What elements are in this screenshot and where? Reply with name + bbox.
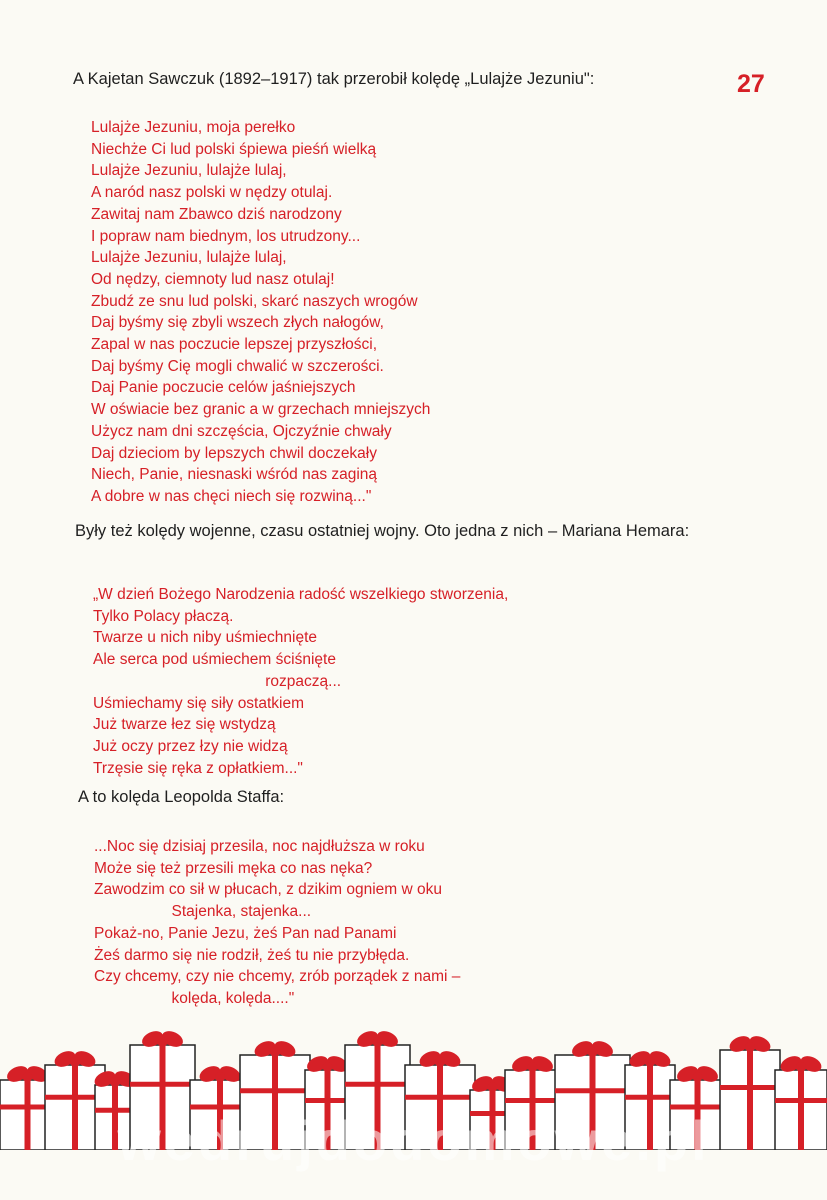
- verse-line: Daj byśmy Cię mogli chwalić w szczerości.: [91, 357, 384, 375]
- verse-line: Daj Panie poczucie celów jaśniejszych: [91, 379, 356, 397]
- verse-line: A naród nasz polski w nędzy otulaj.: [91, 184, 333, 202]
- verse-line: Niechże Ci lud polski śpiewa pieśń wielką: [91, 140, 377, 158]
- verse-line: kolęda, kolęda....": [94, 989, 295, 1007]
- verse-line: Czy chcemy, czy nie chcemy, zrób porządek z nami –: [94, 968, 461, 986]
- verse-line: Stajenka, stajenka...: [94, 903, 312, 921]
- verse-line: Użycz nam dni szczęścia, Ojczyźnie chwały: [91, 422, 392, 440]
- intro-paragraph-staff: A to kolęda Leopolda Staffa:: [78, 788, 285, 806]
- poem-staff: [94, 836, 460, 1010]
- verse-line: Już oczy przez łzy nie widzą: [93, 737, 288, 755]
- intro-paragraph-hemar: Były też kolędy wojenne, czasu ostatniej wojny. Oto jedna z nich – Mariana Hemara:: [75, 522, 690, 540]
- verse-line: Niech, Panie, niesnaski wśród nas zaginą: [91, 466, 378, 484]
- intro-paragraph-sawczuk: A Kajetan Sawczuk (1892–1917) tak przerobił kolędę „Lulajże Jezuniu":: [73, 70, 595, 88]
- verse-line: I popraw nam biednym, los utrudzony...: [91, 227, 361, 245]
- poem-sawczuk: [91, 117, 430, 508]
- verse-line: Zawitaj nam Zbawco dziś narodzony: [91, 205, 342, 223]
- verse-line: „W dzień Bożego Narodzenia radość wszelkiego stworzenia,: [93, 586, 509, 603]
- verse-line: Lulajże Jezuniu, lulajże lulaj,: [91, 162, 287, 180]
- verse-line: Może się też przesili męka co nas nęka?: [94, 859, 373, 877]
- verse-line: Żeś darmo się nie rodził, żeś tu nie przybłęda.: [94, 946, 410, 964]
- watermark: wedrujdodomowe.pl: [117, 1109, 710, 1172]
- verse-line: Twarze u nich niby uśmiechnięte: [93, 629, 318, 647]
- page-number: 27: [737, 70, 765, 98]
- verse-line: W oświacie bez granic a w grzechach mniejszych: [91, 401, 431, 419]
- verse-line: A dobre w nas chęci niech się rozwiną...": [91, 487, 372, 505]
- verse-line: Tylko Polacy płaczą.: [93, 607, 234, 625]
- verse-line: Już twarze łez się wstydzą: [93, 716, 276, 734]
- verse-line: Zapal w nas poczucie lepszej przyszłości,: [91, 336, 378, 354]
- verse-line: Uśmiechamy się siły ostatkiem: [93, 694, 305, 712]
- verse-line: Daj dzieciom by lepszych chwil doczekały: [91, 444, 378, 462]
- poem-hemar: [93, 584, 508, 779]
- verse-line: Trzęsie się ręka z opłatkiem...": [93, 759, 303, 777]
- verse-line: Zawodzim co sił w płucach, z dzikim ogniem w oku: [94, 881, 443, 899]
- verse-line: Od nędzy, ciemnoty lud nasz otulaj!: [91, 270, 335, 288]
- verse-line: Pokaż-no, Panie Jezu, żeś Pan nad Panami: [94, 924, 397, 942]
- verse-line: Lulajże Jezuniu, moja perełko: [91, 119, 296, 136]
- verse-line: ...Noc się dzisiaj przesila, noc najdłuższa w roku: [94, 838, 425, 855]
- verse-line: rozpaczą...: [93, 672, 342, 690]
- verse-line: Lulajże Jezuniu, lulajże lulaj,: [91, 249, 287, 267]
- verse-line: Zbudź ze snu lud polski, skarć naszych wrogów: [91, 292, 418, 310]
- verse-line: Daj byśmy się zbyli wszech złych nałogów,: [91, 314, 384, 332]
- verse-line: Ale serca pod uśmiechem ściśnięte: [93, 651, 336, 669]
